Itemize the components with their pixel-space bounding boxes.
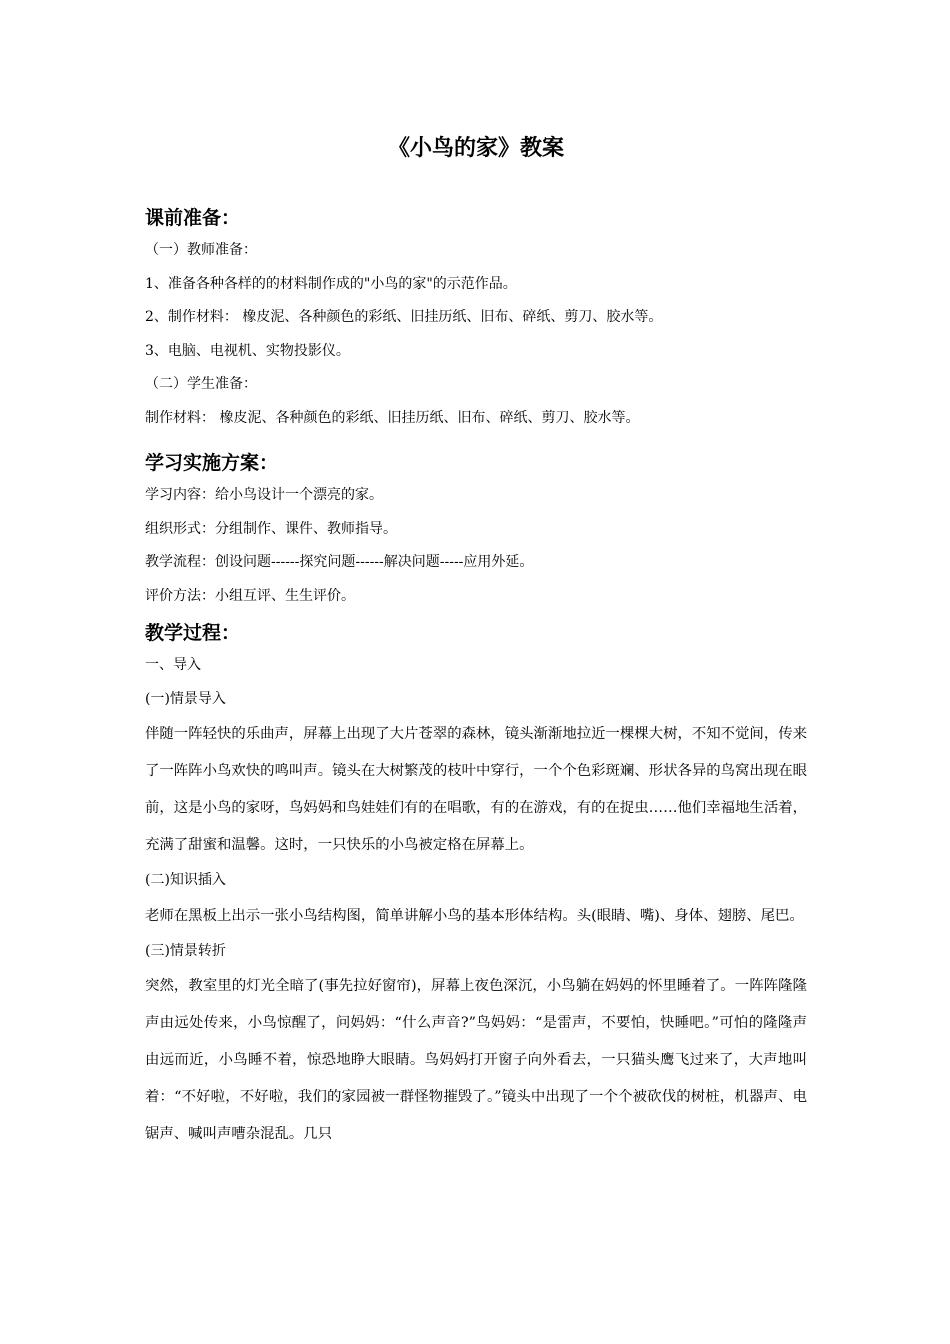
heading-plan: 学习实施方案：	[145, 452, 279, 474]
process-part-1: 一、导入	[145, 657, 201, 673]
student-materials: 制作材料： 橡皮泥、各种颜色的彩纸、旧挂历纸、旧布、碎纸、剪刀、胶水等。	[145, 409, 640, 426]
process-sub-2: (二)知识插入	[145, 872, 226, 888]
process-sub-1: (一)情景导入	[145, 690, 226, 707]
prep-item-2: 2、制作材料： 橡皮泥、各种颜色的彩纸、旧挂历纸、旧布、碎纸、剪刀、胶水等。	[145, 309, 663, 325]
plan-item-evaluation: 评价方法：小组互评、生生评价。	[145, 587, 355, 604]
section-process	[145, 617, 807, 1153]
plan-item-content: 学习内容：给小鸟设计一个漂亮的家。	[145, 487, 383, 503]
prep-item-3: 3、电脑、电视机、实物投影仪。	[145, 342, 350, 359]
process-sub-3: (三)情景转折	[145, 942, 226, 959]
document-title: 《小鸟的家》教案	[387, 136, 564, 161]
process-paragraph-3: 突然，教室里的灯光全暗了(事先拉好窗帘)，屏幕上夜色深沉，小鸟躺在妈妈的怀里睡着了。一阵阵隆隆声由远处传来，小鸟惊醒了，问妈妈：“什么声音?”鸟妈妈：“是雷声，不要怕，快睡吧。”可怕的隆隆声由远而近，小鸟睡不着，惊恐地睁大眼睛。鸟妈妈打开窗子向外看去，一只猫头鹰飞过来了，大声地叫着：“不好啦，不好啦，我们的家园被一群怪物摧毁了。”镜头中出现了一个个被砍伐的树桩，机器声、电锯声、喊叫声嘈杂混乱。几只	[145, 978, 807, 1142]
process-paragraph-2: 老师在黑板上出示一张小鸟结构图，简单讲解小鸟的基本形体结构。头(眼睛、嘴)、身体、翅膀、尾巴。	[145, 907, 804, 924]
prep-item-1: 1、准备各种各样的的材料制作成的"小鸟的家"的示范作品。	[145, 275, 517, 292]
heading-process: 教学过程：	[145, 622, 241, 644]
section-plan	[145, 447, 807, 613]
plan-item-form: 组织形式：分组制作、课件、教师指导。	[145, 520, 397, 537]
heading-preparation: 课前准备：	[145, 207, 241, 229]
teacher-prep-label: （一）教师准备：	[145, 242, 257, 258]
plan-item-flow: 教学流程：创设问题------探究问题------解决问题-----应用外延。	[145, 554, 534, 570]
process-paragraph-1: 伴随一阵轻快的乐曲声，屏幕上出现了大片苍翠的森林，镜头渐渐地拉近一棵棵大树，不知不觉间，传来了一阵阵小鸟欢快的鸣叫声。镜头在大树繁茂的枝叶中穿行，一个个色彩斑斓、形状各异的鸟窝出现在眼前，这是小鸟的家呀，鸟妈妈和鸟娃娃们有的在唱歌，有的在游戏，有的在捉虫……他们幸福地生活着，充满了甜蜜和温馨。这时，一只快乐的小鸟被定格在屏幕上。	[145, 726, 807, 853]
student-prep-label: （二）学生准备：	[145, 376, 257, 392]
section-preparation	[145, 202, 807, 435]
